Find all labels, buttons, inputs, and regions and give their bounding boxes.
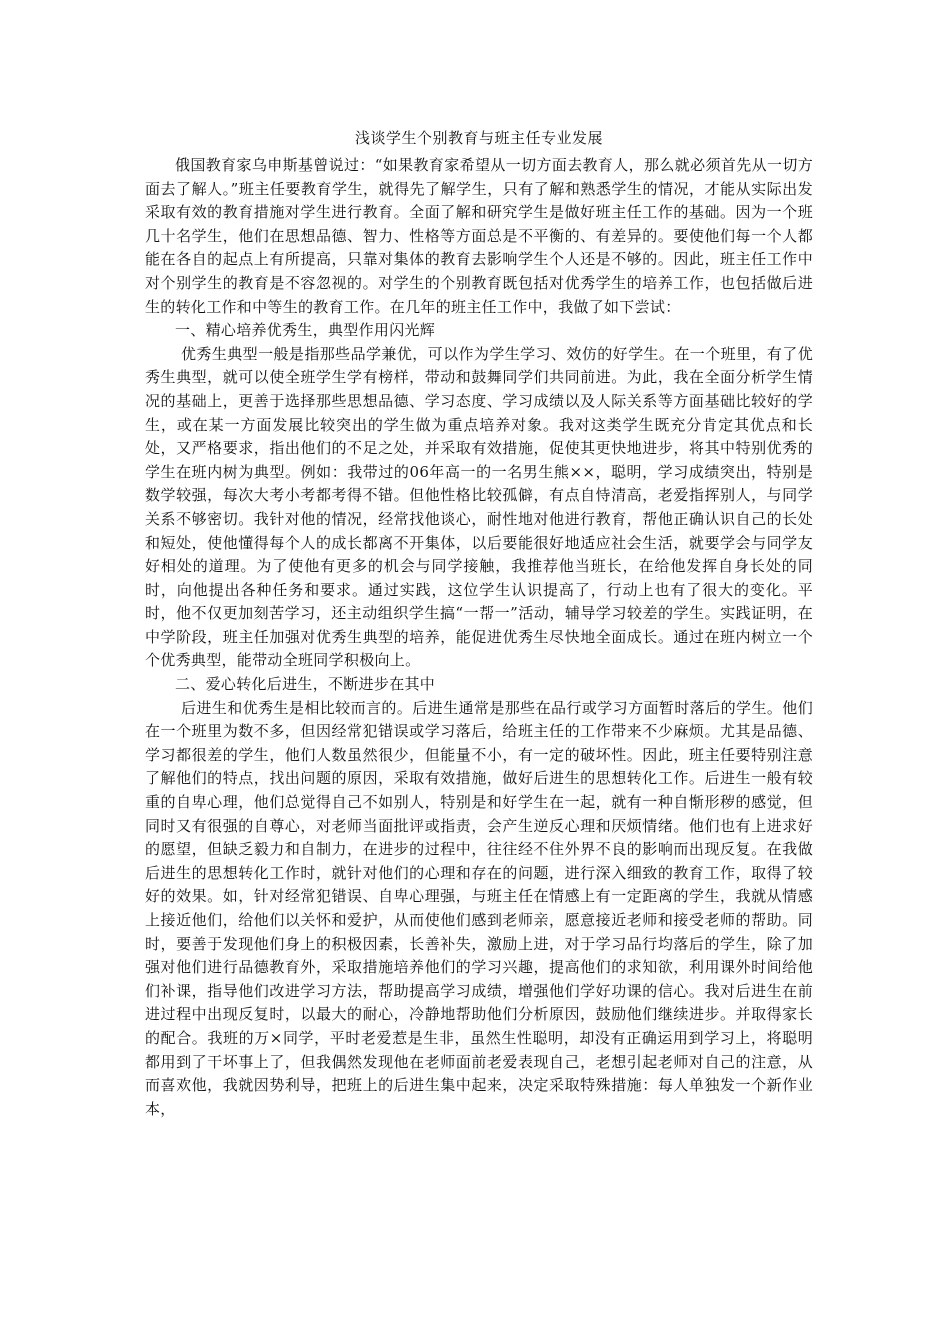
section-1-heading: 一、精心培养优秀生，典型作用闪光辉 — [175, 321, 436, 340]
section-2-heading: 二、爱心转化后进生，不断进步在其中 — [175, 675, 436, 694]
document-page — [145, 126, 813, 1121]
document-title: 浅谈学生个别教育与班主任专业发展 — [354, 129, 603, 147]
intro-paragraph: 俄国教育家乌申斯基曾说过：“如果教育家希望从一切方面去教育人，那么就必须首先从一切方面去了解人。”班主任要教育学生，就得先了解学生，只有了解和熟悉学生的情况，才能从实际出发采取有效的教育措施对学生进行教育。全面了解和研究学生是做好班主任工作的基础。因为一个班几十名学生，他们在思想品德、智力、性格等方面总是不平衡的、有差异的。要使他们每一个人都能在各自的起点上有所提高，只靠对集体的教育去影响学生个人还是不够的。因此，班主任工作中对个别学生的教育是不容忽视的。对学生的个别教育既包括对优秀学生的培养工作，也包括做后进生的转化工作和中等生的教育工作。在几年的班主任工作中，我做了如下尝试： — [145, 156, 813, 316]
section-1-paragraph: 优秀生典型一般是指那些品学兼优，可以作为学生学习、效仿的好学生。在一个班里，有了优秀生典型，就可以使全班学生学有榜样，带动和鼓舞同学们共同前进。为此，我在全面分析学生情况的基础上，更善于选择那些思想品德、学习态度、学习成绩以及人际关系等方面基础比较好的学生，或在某一方面发展比较突出的学生做为重点培养对象。我对这类学生既充分肯定其优点和长处，又严格要求，指出他们的不足之处，并采取有效措施，促使其更快地进步，将其中特别优秀的学生在班内树为典型。例如：我带过的06年高一的一名男生熊××，聪明，学习成绩突出，特别是数学较强，每次大考小考都考得不错。但他性格比较孤僻，有点自恃清高，老爱指挥别人，与同学关系不够密切。我针对他的情况，经常找他谈心，耐性地对他进行教育，帮他正确认识自己的长处和短处，使他懂得每个人的成长都离不开集体，以后要能很好地适应社会生活，就要学会与同学友好相处的道理。为了使他有更多的机会与同学接触，我推荐他当班长，在给他发挥自身长处的同时，向他提出各种任务和要求。通过实践，这位学生认识提高了，行动上也有了很大的变化。平时，他不仅更加刻苦学习，还主动组织学生搞“一帮一”活动，辅导学习较差的学生。实践证明，在中学阶段，班主任加强对优秀生典型的培养，能促进优秀生尽快地全面成长。通过在班内树立一个个优秀典型，能带动全班同学积极向上。 — [145, 344, 813, 670]
section-2-paragraph: 后进生和优秀生是相比较而言的。后进生通常是那些在品行或学习方面暂时落后的学生。他们在一个班里为数不多，但因经常犯错误或学习落后，给班主任的工作带来不少麻烦。尤其是品德、学习都很差的学生，他们人数虽然很少，但能量不小，有一定的破坏性。因此，班主任要特别注意了解他们的特点，找出问题的原因，采取有效措施，做好后进生的思想转化工作。后进生一般有较重的自卑心理，他们总觉得自己不如别人，特别是和好学生在一起，就有一种自惭形秽的感觉，但同时又有很强的自尊心，对老师当面批评或指责，会产生逆反心理和厌烦情绪。他们也有上进求好的愿望，但缺乏毅力和自制力，在进步的过程中，往往经不住外界不良的影响而出现反复。在我做后进生的思想转化工作时，就针对他们的心理和存在的问题，进行深入细致的教育工作，取得了较好的效果。如，针对经常犯错误、自卑心理强，与班主任在情感上有一定距离的学生，我就从情感上接近他们，给他们以关怀和爱护，从而使他们感到老师亲，愿意接近老师和接受老师的帮助。同时，要善于发现他们身上的积极因素，长善补失，激励上进，对于学习品行均落后的学生，除了加强对他们进行品德教育外，采取措施培养他们的学习兴趣，提高他们的求知欲，利用课外时间给他们补课，指导他们改进学习方法，帮助提高学习成绩，增强他们学好功课的信心。我对后进生在前进过程中出现反复时，以最大的耐心，冷静地帮助他们分析原因，鼓励他们继续进步。并取得家长的配合。我班的万×同学，平时老爱惹是生非，虽然生性聪明，却没有正确运用到学习上，将聪明都用到了干坏事上了，但我偶然发现他在老师面前老爱表现自己，老想引起老师对自己的注意，从而喜欢他，我就因势利导，把班上的后进生集中起来，决定采取特殊措施：每人单独发一个新作业本， — [145, 698, 813, 1118]
